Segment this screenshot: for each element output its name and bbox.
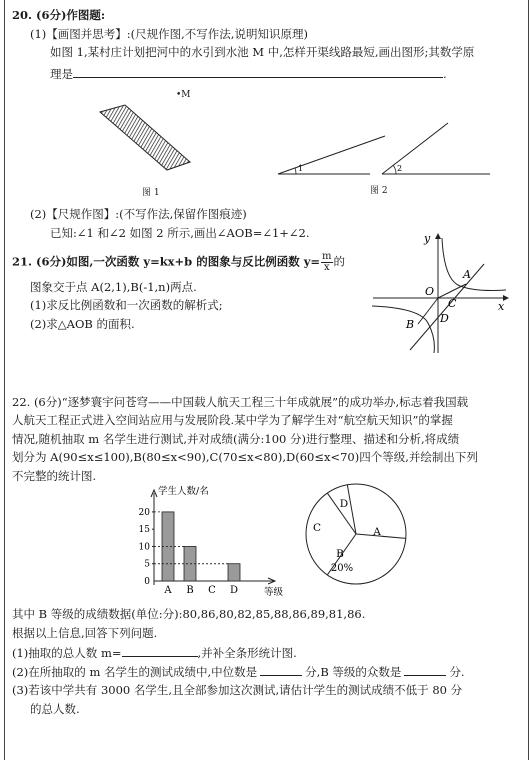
q21-line2: 图象交于点 A(2,1),B(-1,n)两点. xyxy=(30,280,197,294)
angle1-label: 1 xyxy=(298,164,304,173)
q21-line1: 21. (6分)如图,一次函数 y=kx+b 的图象与反比例函数 y= $\frac{m}{x}$ 的 xyxy=(12,251,346,273)
q20-part1-answer-line: 理是 . xyxy=(50,67,447,81)
origin-label: O xyxy=(425,285,435,298)
pie-label-C: C xyxy=(312,522,322,534)
bar-ytick-label: 20 xyxy=(138,507,150,518)
angle2-label: 2 xyxy=(397,164,403,173)
bar-category-A: A xyxy=(164,585,172,596)
bar-D xyxy=(228,564,240,581)
point-B-label: B xyxy=(406,318,415,331)
point-A-label: A xyxy=(463,268,471,281)
blank-mode[interactable] xyxy=(404,664,446,676)
bar-category-C: C xyxy=(208,585,216,596)
q21-line3: (1)求反比例函数和一次函数的解析式; xyxy=(30,298,223,312)
answer-blank[interactable] xyxy=(73,66,443,78)
pie-label-A: A xyxy=(373,526,381,538)
q22-line1: 22. (6分)“逐梦寰宇问苍穹——中国载人航天工程三十年成就展”的成功举办,标志着我国载 xyxy=(12,395,469,409)
figure2-caption: 图 2 xyxy=(370,186,388,196)
angle2-figure xyxy=(382,123,490,174)
q22-line5: 不完整的统计图. xyxy=(12,469,97,483)
figure1-caption: 图 1 xyxy=(142,188,160,198)
hyperbola-branch-1 xyxy=(442,238,506,291)
bar-ytick-label: 0 xyxy=(144,577,150,587)
pie-label-D: D xyxy=(339,498,349,510)
pie-percent-B: 20% xyxy=(330,563,354,574)
blank-m[interactable] xyxy=(122,645,198,657)
hyperbola-branch-2 xyxy=(372,306,434,353)
q20-heading: 20. (6分)作图题: xyxy=(12,8,106,22)
y-axis-label: y xyxy=(424,232,431,245)
pie-chart xyxy=(292,483,422,588)
q22-sub3: (3)若该中学共有 3000 名学生,且全部参加这次测试,请估计学生的测试成绩不低于 80 分 xyxy=(12,683,463,697)
q22-line3: 情况,随机抽取 m 名学生进行测试,并对成绩(满分:100 分)进行整理、描述和分析,将成绩 xyxy=(12,432,460,446)
q22-sub1: (1)抽取的总人数 m= ,并补全条形统计图. xyxy=(12,646,297,660)
segment-OB xyxy=(418,298,438,324)
q21-function-graph xyxy=(368,228,518,358)
q20-part2-title: (2)【尺规作图】:(不写作法,保留作图痕迹) xyxy=(30,207,247,221)
q22-sub3-cont: 的总人数. xyxy=(30,702,80,716)
point-D-label: D xyxy=(440,312,449,325)
q20-part2-text: 已知:∠1 和∠2 如图 2 所示,画出∠AOB=∠1+∠2. xyxy=(50,226,310,240)
bar-xlabel: 等级 xyxy=(264,587,284,598)
pool-m-label: •M xyxy=(176,90,191,100)
bar-ytick-label: 10 xyxy=(138,542,150,553)
fraction-m-over-x: $\frac{m}{x}$ xyxy=(322,251,332,273)
blank-median[interactable] xyxy=(260,664,302,676)
bar-category-D: D xyxy=(229,585,239,596)
q22-data-line: 其中 B 等级的成绩数据(单位:分):80,86,80,82,85,88,86,89,81,86. xyxy=(12,607,366,621)
bar-ytick-label: 15 xyxy=(138,525,150,536)
q21-line4: (2)求△AOB 的面积. xyxy=(30,317,135,331)
angle1-figure xyxy=(278,136,385,174)
segment-OA xyxy=(438,284,466,298)
bar-ytick-label: 5 xyxy=(144,559,150,570)
q20-part1-title: (1)【画图并思考】:(尺规作图,不写作法,说明知识原理) xyxy=(30,27,308,41)
figure1-river xyxy=(95,100,200,180)
q22-sub2: (2)在所抽取的 m 名学生的测试成绩中,中位数是 分,B 等级的众数是 分. xyxy=(12,665,465,679)
bar-category-B: B xyxy=(186,585,194,596)
bar-chart xyxy=(128,485,318,605)
figure2-angles xyxy=(270,118,530,180)
q22-line4: 划分为 A(90≤x≤100),B(80≤x<90),C(70≤x<80),D(60≤x<70)四个等级,并绘制出下列 xyxy=(12,450,478,464)
q22-line2: 人航天工程正式进入空间站应用与发展阶段.某中学为了解学生对“航空航天知识”的掌握 xyxy=(12,413,453,427)
point-C-label: C xyxy=(448,297,457,310)
x-axis-label: x xyxy=(498,300,505,313)
bar-ylabel: 学生人数/名 xyxy=(158,486,209,497)
q22-info-line: 根据以上信息,回答下列问题. xyxy=(12,626,158,640)
linear-function-line xyxy=(410,264,484,350)
q20-part1-text: 如图 1,某村庄计划把河中的水引到水池 M 中,怎样开渠线路最短,画出图形;其数学原 xyxy=(50,45,475,59)
pie-label-B: B xyxy=(336,548,344,560)
